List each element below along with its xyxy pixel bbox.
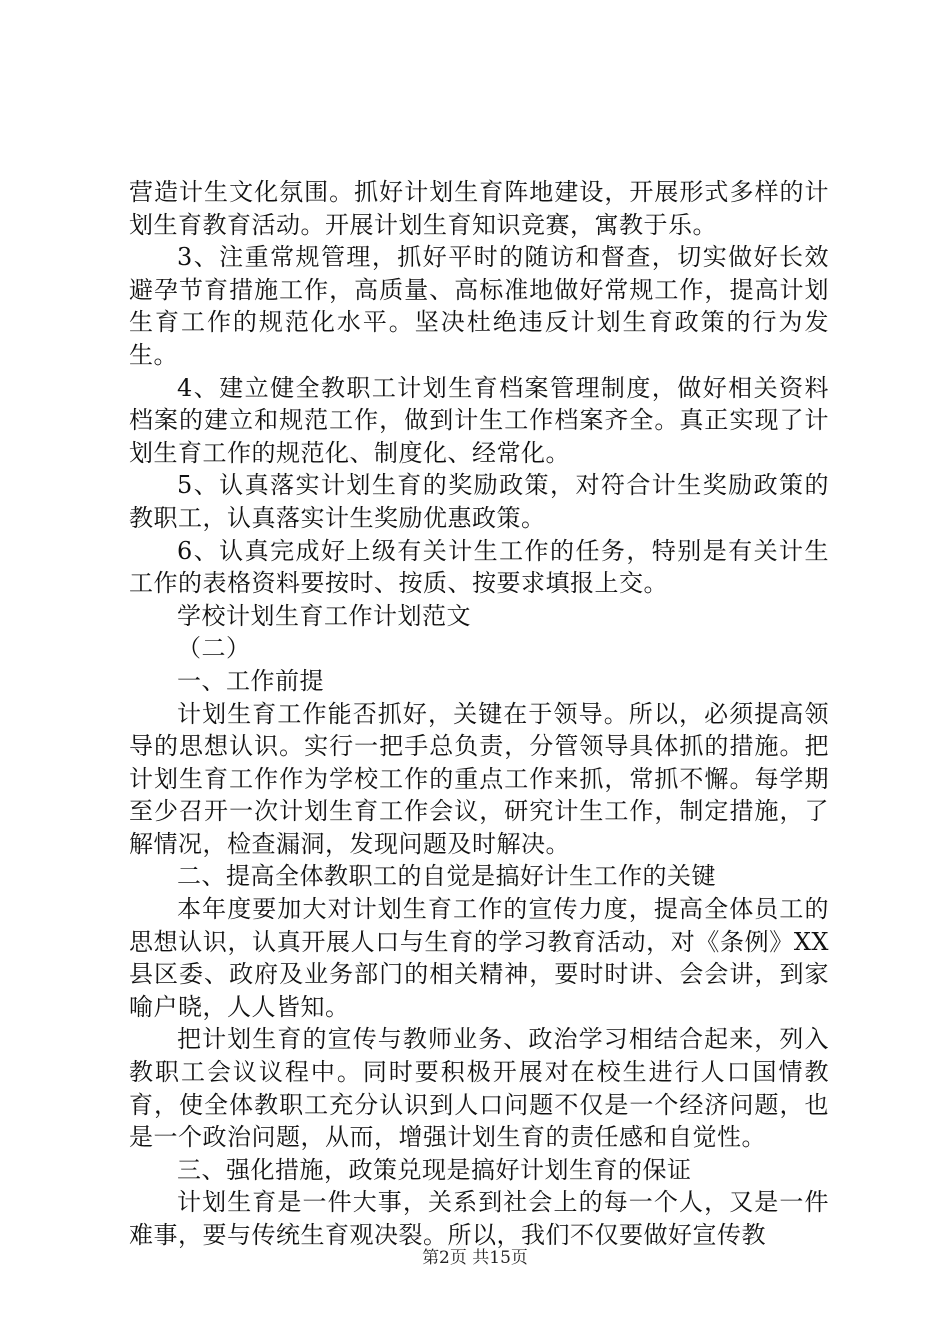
page-footer: 第2页 共15页 <box>422 1248 528 1268</box>
section-number: （二） <box>177 634 251 663</box>
heading-1: 一、工作前提 <box>177 666 324 695</box>
paragraph-8: 把计划生育的宣传与教师业务、政治学习相结合起来，列入教职工会议议程中。同时要积极开展对在校生进行人口国情教育，使全体教职工充分认识到人口问题不仅是一个经济问题，也是一个政治问题，从而，增强计划生育的责任感和自觉性。 <box>129 1025 829 1152</box>
paragraph-2: 3、注重常规管理，抓好平时的随访和督查，切实做好长效避孕节育措施工作，高质量、高标准地做好常规工作，提高计划生育工作的规范化水平。坚决杜绝违反计划生育政策的行为发生。 <box>129 243 829 369</box>
paragraph-1: 营造计生文化氛围。抓好计划生育阵地建设，开展形式多样的计划生育教育活动。开展计划生育知识竞赛，寓教于乐。 <box>129 178 829 239</box>
paragraph-6: 计划生育工作能否抓好，关键在于领导。所以，必须提高领导的思想认识。实行一把手总负责，分管领导具体抓的措施。把计划生育工作作为学校工作的重点工作来抓，常抓不懈。每学期至少召开一次计划生育工作会议，研究计生工作，制定措施，了解情况，检查漏洞，发现问题及时解决。 <box>129 699 829 858</box>
section-title: 学校计划生育工作计划范文 <box>177 601 471 630</box>
paragraph-7: 本年度要加大对计划生育工作的宣传力度，提高全体员工的思想认识，认真开展人口与生育的学习教育活动，对《条例》XX县区委、政府及业务部门的相关精神，要时时讲、会会讲，到家喻户晓，人人皆知。 <box>129 895 829 1021</box>
paragraph-4: 5、认真落实计划生育的奖励政策，对符合计生奖励政策的教职工，认真落实计生奖励优惠政策。 <box>129 471 829 532</box>
paragraph-5: 6、认真完成好上级有关计生工作的任务，特别是有关计生工作的表格资料要按时、按质、按要求填报上交。 <box>129 536 829 598</box>
paragraph-3: 4、建立健全教职工计划生育档案管理制度，做好相关资料档案的建立和规范工作，做到计生工作档案齐全。真正实现了计划生育工作的规范化、制度化、经常化。 <box>129 373 829 467</box>
document-body <box>129 176 829 1252</box>
heading-2: 二、提高全体教职工的自觉是搞好计生工作的关键 <box>177 862 716 891</box>
paragraph-9: 计划生育是一件大事，关系到社会上的每一个人，又是一件难事，要与传统生育观决裂。所以，我们不仅要做好宣传教 <box>129 1188 829 1249</box>
heading-3: 三、强化措施，政策兑现是搞好计划生育的保证 <box>177 1155 692 1184</box>
